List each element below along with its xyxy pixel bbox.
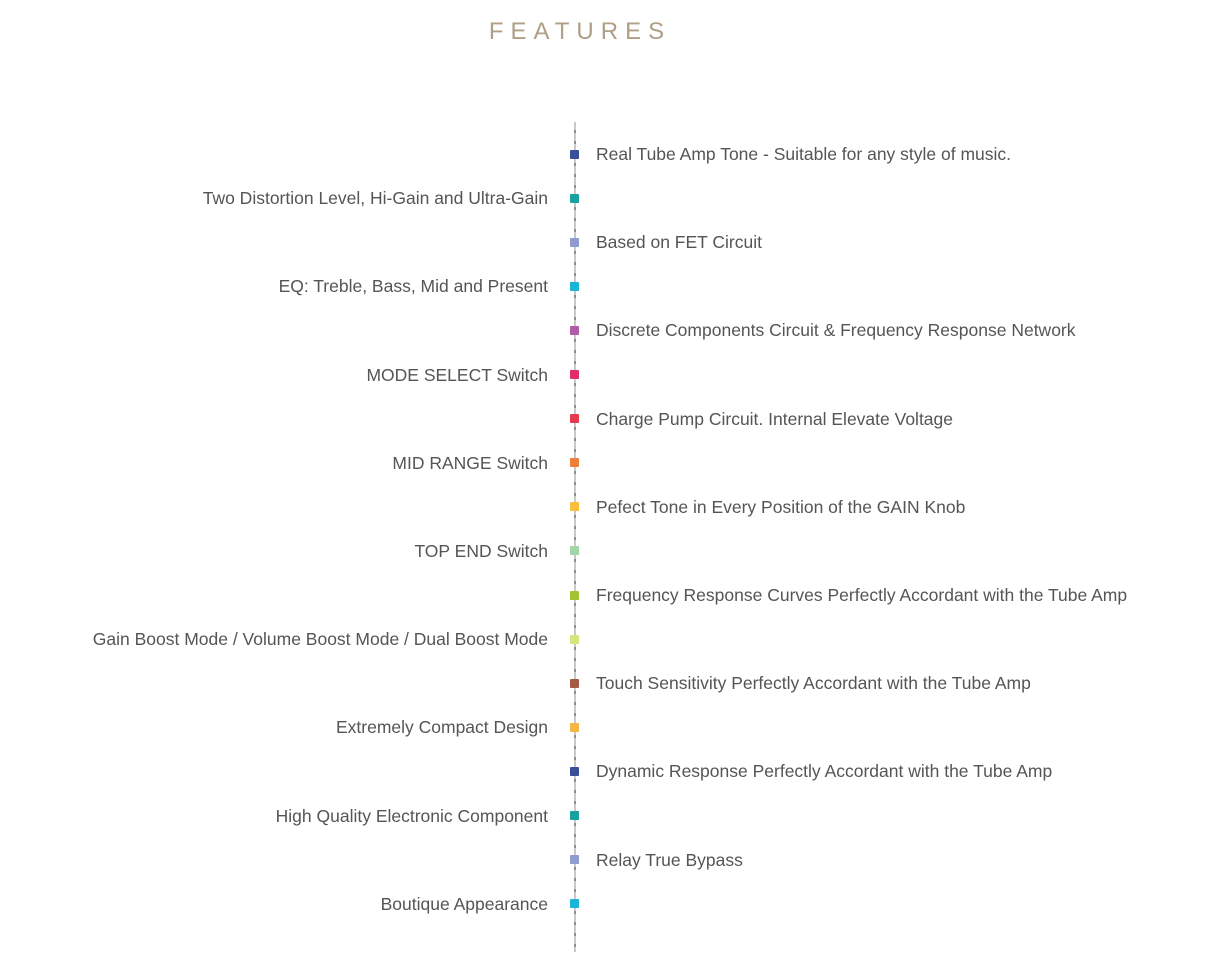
- feature-label: Two Distortion Level, Hi-Gain and Ultra-Gain: [202, 188, 548, 209]
- timeline-marker: [570, 326, 579, 335]
- timeline-marker: [570, 150, 579, 159]
- feature-label: Frequency Response Curves Perfectly Accordant with the Tube Amp: [596, 585, 1128, 605]
- feature-label: EQ: Treble, Bass, Mid and Present: [278, 276, 548, 297]
- feature-label: High Quality Electronic Component: [275, 805, 548, 826]
- timeline-marker: [570, 238, 579, 247]
- timeline-marker: [570, 723, 579, 732]
- timeline-marker: [570, 282, 579, 291]
- feature-label: Relay True Bypass: [596, 849, 743, 870]
- feature-label: Boutique Appearance: [380, 893, 548, 914]
- feature-label: Discrete Components Circuit & Frequency Response Network: [596, 320, 1076, 341]
- feature-label: Pefect Tone in Every Position of the GAIN Knob: [596, 496, 966, 517]
- timeline-marker: [570, 502, 579, 511]
- feature-label: TOP END Switch: [414, 540, 548, 561]
- page-title: FEATURES: [488, 18, 672, 45]
- timeline-marker: [570, 194, 579, 203]
- timeline-marker: [570, 855, 579, 864]
- timeline-marker: [570, 811, 579, 820]
- timeline-marker: [570, 591, 579, 600]
- timeline-marker: [570, 767, 579, 776]
- feature-label: MID RANGE Switch: [392, 452, 548, 473]
- feature-label: Gain Boost Mode / Volume Boost Mode / Dual Boost Mode: [92, 629, 548, 650]
- feature-label: Based on FET Circuit: [596, 232, 762, 253]
- timeline-marker: [570, 370, 579, 379]
- feature-label: MODE SELECT Switch: [366, 364, 548, 385]
- timeline-marker: [570, 635, 579, 644]
- feature-label: Charge Pump Circuit. Internal Elevate Voltage: [596, 408, 953, 429]
- feature-label: Extremely Compact Design: [335, 717, 548, 738]
- feature-label: Dynamic Response Perfectly Accordant with the Tube Amp: [596, 761, 1053, 782]
- feature-label: Touch Sensitivity Perfectly Accordant with the Tube Amp: [596, 673, 1031, 694]
- timeline-marker: [570, 458, 579, 467]
- timeline-marker: [570, 546, 579, 555]
- timeline-marker: [570, 899, 579, 908]
- timeline-marker: [570, 414, 579, 423]
- timeline-marker: [570, 679, 579, 688]
- feature-label: Real Tube Amp Tone - Suitable for any style of music.: [596, 144, 1012, 164]
